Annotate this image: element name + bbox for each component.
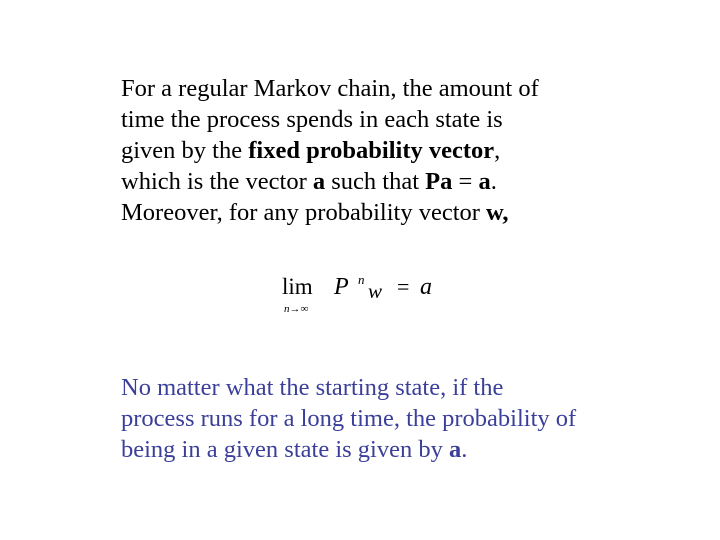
intro-line-4 [121, 166, 681, 197]
vector-a-bold: a [312, 168, 326, 195]
formula-lim: lim [282, 274, 313, 299]
pa-bold: Pa [425, 168, 453, 195]
a-bold: a [478, 168, 491, 195]
intro-paragraph [121, 73, 681, 228]
formula-exponent: n [358, 272, 365, 287]
vector-w-bold: w, [486, 199, 509, 226]
intro-line-3-text: given by the [121, 137, 249, 164]
conclusion-line-3 [121, 434, 681, 465]
conclusion-line-1: No matter what the starting state, if the [121, 374, 504, 401]
intro-line-5 [121, 197, 681, 228]
intro-line-1: For a regular Markov chain, the amount of [121, 75, 539, 102]
intro-line-3 [121, 135, 681, 166]
conclusion-period: . [461, 436, 468, 463]
intro-line-4-such-that: such that [325, 168, 426, 195]
intro-line-4-equals: = [452, 168, 479, 195]
intro-line-2: time the process spends in each state is [121, 106, 503, 133]
intro-line-4-text: which is the vector [121, 168, 313, 195]
formula-vector-w: w [368, 279, 383, 303]
conclusion-a-bold: a [448, 436, 462, 463]
formula-matrix-p: P [334, 274, 349, 300]
limit-formula [282, 270, 482, 330]
intro-line-4-period: . [490, 168, 497, 195]
conclusion-line-2: process runs for a long time, the probability of [121, 405, 577, 432]
intro-line-5-text: Moreover, for any probability vector [121, 199, 487, 226]
intro-line-3-comma: , [494, 137, 501, 164]
formula-equals: = [397, 274, 410, 299]
fixed-probability-vector-term: fixed probability vector [248, 137, 495, 164]
formula-vector-a: a [420, 274, 432, 300]
conclusion-line-3-text: being in a given state is given by [121, 436, 449, 463]
conclusion-paragraph [121, 372, 681, 465]
formula-subscript: n→∞ [284, 303, 309, 315]
